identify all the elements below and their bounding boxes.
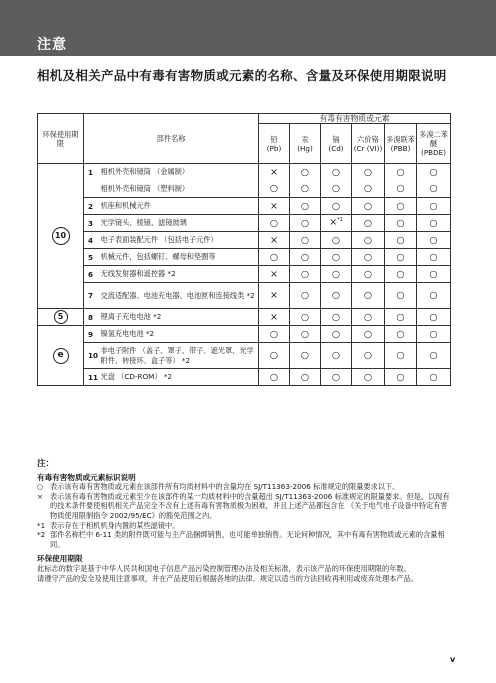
footnote-2-marker: *2 [37,530,46,540]
substance-name: 汞 [301,134,309,144]
substance-mark: ○ [259,181,290,198]
substance-mark: ○ [290,266,321,283]
footnote-marker: *1 [337,217,343,224]
footnote-2 [37,530,450,549]
header-bar [0,0,496,56]
part-name: 镍氢充电电池 *2 [99,326,259,343]
substance-mark: ○ [385,266,417,283]
substance-name: 镉 [332,134,340,144]
substance-mark: ○ [417,266,451,283]
part-name: 电子表面装配元件 （包括电子元件） [99,232,259,249]
substance-symbol: (Pb) [266,143,282,153]
substance-mark: ○ [259,249,290,266]
row-number: 10 [84,343,99,369]
substance-mark: ○ [321,249,352,266]
row-number [84,181,99,198]
substance-mark: ○ [290,309,321,326]
substance-mark: ○ [352,181,385,198]
substance-mark: ○ [290,326,321,343]
substance-header [352,124,385,164]
substance-header [290,124,321,164]
substance-symbol: (Cd) [328,143,344,153]
substance-mark: × [259,266,290,283]
table-row [38,369,451,386]
row-number: 5 [84,249,99,266]
substance-header [321,124,352,164]
row-number: 8 [84,309,99,326]
substance-mark: ○ [290,232,321,249]
substance-mark: ○ [290,249,321,266]
substance-header [417,124,451,164]
substance-mark: ○ [321,326,352,343]
part-name: 相机外壳和镜筒 （塑料制） [99,181,259,198]
period-column-header: 环保使用期限 [38,114,84,164]
substance-mark: ○ [417,215,451,232]
substance-mark: ○ [417,369,451,386]
substance-mark: ○ [321,309,352,326]
substance-mark: ○ [352,326,385,343]
substance-mark: ○ [352,232,385,249]
table-row [38,198,451,215]
substance-mark: ○ [385,283,417,309]
substance-mark: ○ [417,232,451,249]
table-row [38,326,451,343]
substance-name: 六价铬 [357,134,379,144]
substance-mark: ○ [417,198,451,215]
table-row [38,266,451,283]
substance-mark: ○ [417,283,451,309]
cross-legend-item [37,492,450,521]
substance-mark: ○ [290,164,321,181]
substance-mark: ○ [352,198,385,215]
substance-mark: ○ [321,198,352,215]
substances-group-header: 有毒有害物质或元素 [259,114,451,124]
substance-mark: ○ [385,326,417,343]
substance-header [385,124,417,164]
substance-mark: ○ [321,164,352,181]
circle-icon: ○ [37,482,44,492]
env-period-paragraph-1: 此标志的数字是基于中华人民共和国电子信息产品污染控制管理办法及相关标准，表示该产品的环保使用期限的年数。 [37,563,411,573]
substance-mark: ○ [259,215,290,232]
substance-mark: ○ [385,343,417,369]
substance-name: 铅 [270,134,278,144]
part-name: 非电子附件 （盖子、罩子、带子、遮光罩、光学附件、转接环、盒子等） *2 [99,343,259,369]
substance-mark: ○ [321,181,352,198]
page-number: v [450,655,456,664]
substance-mark: ○ [352,164,385,181]
eco-period-infinity-icon: e [53,348,69,364]
footnote-1-text: 表示存在于相机机身内置的某些滤镜中。 [50,520,180,530]
substance-mark: ○ [417,164,451,181]
table-row [38,164,451,181]
cross-icon: × [37,491,44,501]
part-name: 光盘 （CD-ROM） *2 [99,369,259,386]
substance-symbol: (Cr (VI)) [353,143,383,153]
substance-mark: ○ [352,309,385,326]
substance-mark: ○ [352,343,385,369]
part-name: 无线发射器和遥控器 *2 [99,266,259,283]
period-icon-cell [38,164,84,309]
substance-mark: ○ [417,343,451,369]
substance-mark: ○ [352,266,385,283]
substance-mark: ○ [417,326,451,343]
substance-symbol: (PBDE) [421,148,446,157]
substance-mark: ○ [385,369,417,386]
cross-legend-text: 表示该有毒有害物质或元素至少在该部件的某一均质材料中的含量超出 SJ/T11363-2006 标准规定的限量要求。但是，以现有的技术条件要使相机相关产品完全不含有上述有毒有害物质极为困难，并且上述产品都包含在 《关于电气电子设备中特定有害物质使用限制指令 2002/95/EC》的豁免范围之内。 [50,491,450,520]
table-row [38,343,451,369]
substance-mark: ○ [290,369,321,386]
substance-mark: ○ [417,249,451,266]
substance-mark: ○ [385,198,417,215]
row-number: 3 [84,215,99,232]
substance-mark: ○ [385,181,417,198]
substance-mark: ○ [321,232,352,249]
row-number: 11 [84,369,99,386]
table-row [38,283,451,309]
substance-mark: ○ [290,181,321,198]
part-name: 机座和机械元件 [99,198,259,215]
document-title: 相机及相关产品中有毒有害物质或元素的名称、含量及环保使用期限说明 [37,68,447,83]
substance-mark: ○ [352,215,385,232]
table-row [38,309,451,326]
substance-mark: ○ [321,283,352,309]
hazardous-substances-table [37,113,451,386]
substance-mark: ○ [352,249,385,266]
substance-mark: ○ [321,266,352,283]
substance-name: 多溴二苯醚 [419,130,448,148]
row-number: 1 [84,164,99,181]
substance-mark: ○ [385,232,417,249]
symbol-legend-heading: 有毒有害物质或元素标识说明 [37,472,136,482]
notes-section [37,460,450,583]
substance-mark: × [259,309,290,326]
substance-symbol: (PBB) [390,143,411,153]
substance-mark: ○ [352,283,385,309]
substance-mark: ○ [290,283,321,309]
env-period-heading: 环保使用期限 [37,554,83,564]
footnote-1 [37,521,450,531]
footnote-1-marker: *1 [37,520,46,530]
part-name: 相机外壳和镜筒 （金属制） [99,164,259,181]
substance-mark: ○ [259,369,290,386]
part-name: 机械元件，包括螺钉、螺母和垫圈等 [99,249,259,266]
substance-mark: × [259,283,290,309]
page-title: 注意 [37,37,67,53]
substance-mark: ○ [259,326,290,343]
substance-mark: ×$^{*1}$ [321,215,352,232]
part-name: 锂离子充电电池 *2 [99,309,259,326]
notes-heading: 注： [37,459,55,469]
substance-mark: × [259,198,290,215]
substance-mark: ○ [321,343,352,369]
substance-mark: ○ [385,309,417,326]
substance-mark: ○ [321,369,352,386]
circle-legend-item [37,482,450,492]
eco-period-five-icon: 5 [54,310,68,324]
row-number: 9 [84,326,99,343]
table-row [38,181,451,198]
substance-mark: ○ [385,249,417,266]
part-name: 光学镜头、棱镜、滤镜玻璃 [99,215,259,232]
substance-mark: ○ [290,198,321,215]
row-number: 6 [84,266,99,283]
table-row [38,215,451,232]
substance-mark: ○ [417,181,451,198]
part-name: 交流适配器、电池充电器、电池匣和连接线类 *2 [99,283,259,309]
row-number: 4 [84,232,99,249]
row-number: 2 [84,198,99,215]
table-row [38,249,451,266]
substance-name: 多溴联苯 [386,134,415,144]
env-period-paragraph-2: 请遵守产品的安全及使用注意事项，并在产品使用后根据各地的法律、规定以适当的方法回收再利用或废弃处理本产品。 [37,573,418,583]
substance-mark: ○ [385,215,417,232]
table-row [38,232,451,249]
substance-mark: × [259,164,290,181]
part-name-column-header: 部件名称 [84,114,259,164]
period-icon-cell [38,326,84,386]
substance-mark: ○ [290,343,321,369]
substance-mark: ○ [259,343,290,369]
substance-mark: ○ [290,215,321,232]
substance-mark: ○ [352,369,385,386]
eco-period-ten-icon: 10 [52,227,70,245]
substance-mark: ○ [385,164,417,181]
circle-legend-text: 表示该有毒有害物质或元素在该部件所有均质材料中的含量均在 SJ/T11363-2006 标准规定的限量要求以下。 [50,482,400,492]
substance-mark: ○ [417,309,451,326]
substance-mark: × [259,232,290,249]
substance-header [259,124,290,164]
substance-symbol: (Hg) [297,143,313,153]
footnote-2-text: 部件名称栏中 6-11 类的附件既可能与主产品捆绑销售，也可能单独销售。无论何种情况，其中有毒有害物质或元素的含量相同。 [50,530,445,549]
period-icon-cell [38,309,84,326]
row-number: 7 [84,283,99,309]
